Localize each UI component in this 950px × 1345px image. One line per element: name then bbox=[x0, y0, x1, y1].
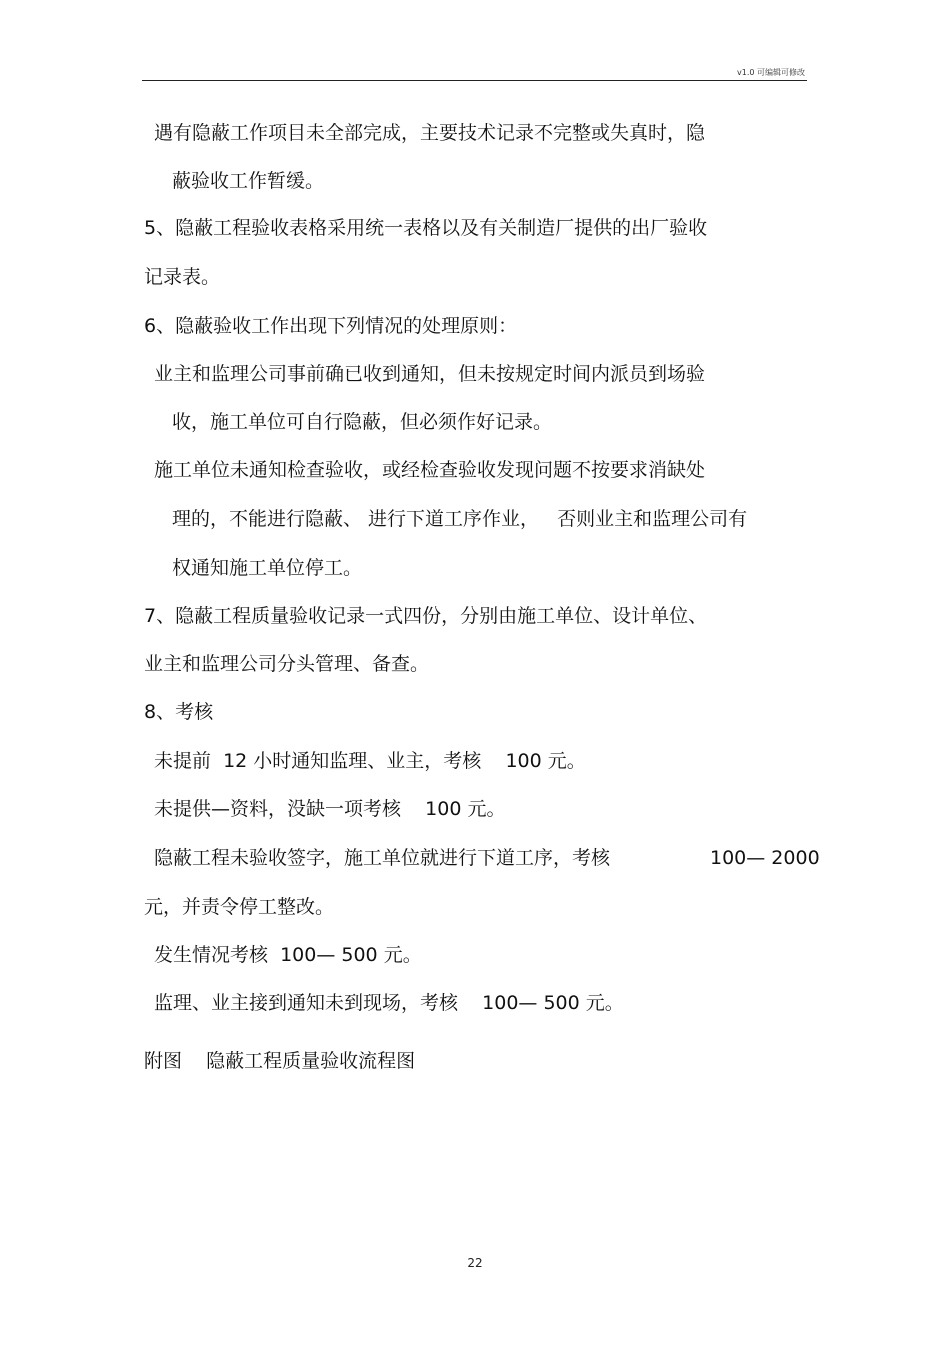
text-line-6: 业主和监理公司事前确已收到通知，但未按规定时间内派员到场验 bbox=[154, 363, 706, 385]
text-line-17: 元，并责令停工整改。 bbox=[144, 896, 335, 918]
text-line-16: 隐蔽工程未验收签字，施工单位就进行下道工序，考核 bbox=[154, 847, 611, 869]
text-line-8: 施工单位未通知检查验收，或经检查验收发现问题不按要求消缺处 bbox=[154, 459, 706, 481]
text-line-15: 未提供—资料，没缺一项考核 100 元。 bbox=[154, 798, 506, 820]
text-line-13: 8、考核 bbox=[144, 701, 214, 723]
header-version-text: v1.0 可编辑可修改 bbox=[737, 68, 805, 77]
text-line-3: 5、隐蔽工程验收表格采用统一表格以及有关制造厂提供的出厂验收 bbox=[144, 217, 708, 239]
text-line-4: 记录表。 bbox=[144, 266, 221, 288]
text-line-10: 权通知施工单位停工。 bbox=[172, 557, 363, 579]
text-line-11: 7、隐蔽工程质量验收记录一式四份，分别由施工单位、设计单位、 bbox=[144, 605, 708, 627]
page-number: 22 bbox=[467, 1256, 483, 1270]
text-line-2: 蔽验收工作暂缓。 bbox=[172, 170, 325, 192]
header-rule bbox=[142, 80, 807, 81]
text-line-9: 理的，不能进行隐蔽、 进行下道工序作业， 否则业主和监理公司有 bbox=[172, 508, 748, 530]
text-line-18: 发生情况考核 100— 500 元。 bbox=[154, 944, 422, 966]
appendix-figure-caption: 附图 隐蔽工程质量验收流程图 bbox=[144, 1050, 416, 1072]
text-line-1: 遇有隐蔽工作项目未全部完成，主要技术记录不完整或失真时，隐 bbox=[154, 122, 706, 144]
text-line-14: 未提前 12 小时通知监理、业主，考核 100 元。 bbox=[154, 750, 586, 772]
text-line-5: 6、隐蔽验收工作出现下列情况的处理原则： bbox=[144, 315, 518, 337]
text-line-16-amount: 100— 2000 bbox=[710, 847, 820, 869]
text-line-7: 收，施工单位可自行隐蔽，但必须作好记录。 bbox=[172, 411, 553, 433]
text-line-12: 业主和监理公司分头管理、备查。 bbox=[144, 653, 430, 675]
text-line-19: 监理、业主接到通知未到现场，考核 100— 500 元。 bbox=[154, 992, 624, 1014]
